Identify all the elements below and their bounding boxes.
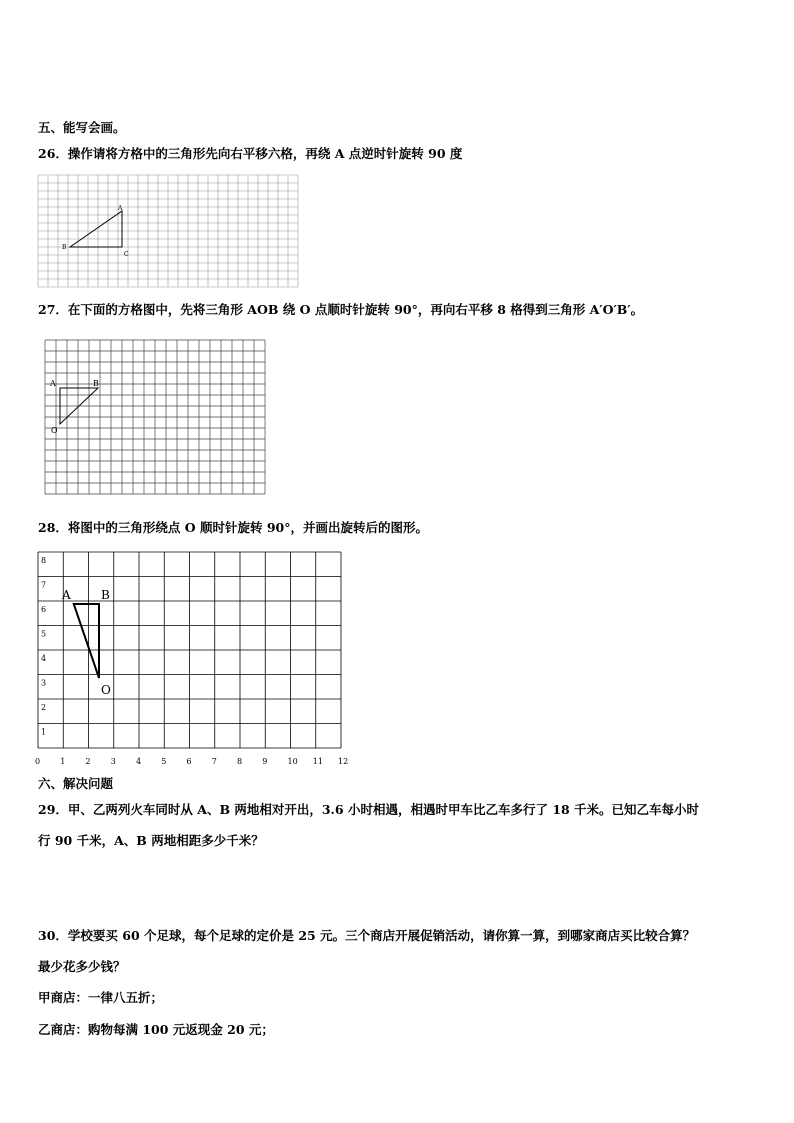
label-b: B [93,379,99,388]
x-tick-label: 2 [85,757,91,766]
y-tick-label: 4 [41,654,47,663]
x-tick-label: 3 [110,757,116,766]
y-tick-label: 7 [41,580,47,590]
x-tick-label: 11 [312,757,323,766]
x-tick-label: 7 [211,757,217,766]
label-b: B [101,588,110,602]
x-tick-label: 8 [237,757,243,766]
x-tick-label: 10 [287,757,298,766]
label-o: O [101,683,111,697]
y-tick-label: 5 [41,629,47,639]
grid-q27 [45,340,269,496]
shop-yi-offer: 乙商店：购物每满 100 元返现金 20 元； [38,1022,274,1037]
y-tick-label: 1 [41,727,47,737]
grid-q26 [38,175,300,289]
label-a: A [50,379,56,388]
grid-q28 [35,552,368,770]
y-tick-label: 8 [41,556,47,565]
label-c: C [124,251,129,258]
section-5-heading: 五、能写会画。 [38,120,126,135]
label-o: O [51,426,58,435]
shop-jia-offer: 甲商店：一律八五折； [38,990,164,1005]
x-tick-label: 9 [262,757,268,766]
question-30-line-2: 最少花多少钱？ [38,959,126,974]
y-tick-label: 2 [41,703,47,712]
label-a: A [62,588,71,602]
question-26-text: 26．操作请将方格中的三角形先向右平移六格，再绕 A 点逆时针旋转 90 度 [38,146,463,161]
question-30-line-1: 30．学校要买 60 个足球，每个足球的定价是 25 元。三个商店开展促销活动，请你算一算，到哪家商店买比较合算？ [38,928,696,943]
y-tick-label: 6 [41,605,47,614]
y-tick-label: 3 [41,678,47,688]
question-27-text: 27．在下面的方格图中，先将三角形 AOB 绕 O 点顺时针旋转 90°，再向右平移 8 格得到三角形 A′O′B′。 [38,302,644,317]
label-a: A [118,205,123,212]
question-28-text: 28．将图中的三角形绕点 O 顺时针旋转 90°，并画出旋转后的图形。 [38,520,428,535]
question-29-line-1: 29．甲、乙两列火车同时从 A、B 两地相对开出，3.6 小时相遇，相遇时甲车比乙车多行了 18 千米。已知乙车每小时 [38,802,700,817]
triangle-abo [74,604,99,678]
x-tick-label: 4 [136,757,142,766]
x-tick-label: 6 [186,757,192,766]
question-29-line-2: 行 90 千米，A、B 两地相距多少千米？ [38,833,264,848]
label-b: B [62,244,67,251]
x-tick-label: 12 [338,757,349,766]
x-tick-label: 5 [161,757,167,766]
x-tick-label: 1 [60,757,66,766]
x-tick-label: 0 [35,757,41,766]
section-6-heading: 六、解决问题 [38,776,114,791]
